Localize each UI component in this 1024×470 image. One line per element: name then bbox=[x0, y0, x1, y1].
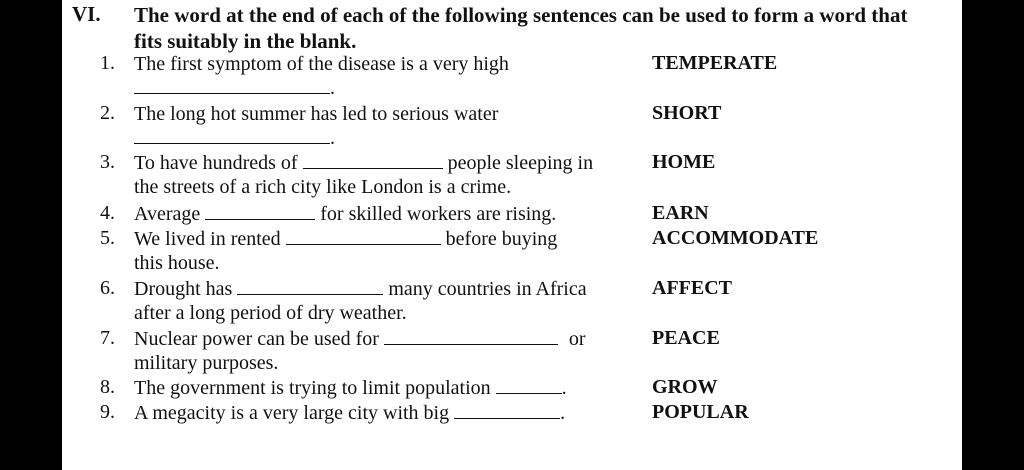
item-sentence: The long hot summer has led to serious water bbox=[134, 103, 499, 125]
item-text-line2 bbox=[134, 351, 278, 375]
item-sentence-end: . bbox=[330, 127, 335, 149]
item-text-line2 bbox=[134, 76, 335, 100]
root-word: EARN bbox=[652, 202, 709, 224]
item-number: 9. bbox=[100, 401, 115, 423]
answer-blank[interactable] bbox=[454, 402, 560, 419]
answer-blank[interactable] bbox=[384, 328, 558, 345]
item-text bbox=[134, 327, 586, 351]
item-number: 8. bbox=[100, 376, 115, 398]
answer-blank[interactable] bbox=[205, 203, 315, 220]
item-sentence-cont: the streets of a rich city like London is a crime. bbox=[134, 176, 512, 198]
item-sentence-start: A megacity is a very large city with big bbox=[134, 402, 450, 424]
item-sentence-end: people sleeping in bbox=[447, 152, 594, 174]
root-word: TEMPERATE bbox=[652, 52, 778, 74]
item-sentence-start: To have hundreds of bbox=[134, 152, 298, 174]
root-word: GROW bbox=[652, 376, 718, 398]
answer-blank[interactable] bbox=[286, 228, 441, 245]
item-sentence-cont: this house. bbox=[134, 252, 220, 274]
root-word: PEACE bbox=[652, 327, 720, 349]
item-text bbox=[134, 376, 567, 400]
item-text bbox=[134, 202, 556, 226]
item-sentence-cont: military purposes. bbox=[134, 352, 279, 374]
root-word: SHORT bbox=[652, 102, 722, 124]
item-number: 7. bbox=[100, 327, 115, 349]
item-sentence-start: Average bbox=[134, 203, 201, 225]
item-sentence-start: Drought has bbox=[134, 278, 233, 300]
answer-blank[interactable] bbox=[496, 377, 562, 394]
item-number: 4. bbox=[100, 202, 115, 224]
root-word: ACCOMMODATE bbox=[652, 227, 819, 249]
item-text bbox=[134, 401, 565, 425]
answer-blank[interactable] bbox=[303, 152, 443, 169]
item-text bbox=[134, 102, 498, 126]
item-sentence-end: for skilled workers are rising. bbox=[320, 203, 557, 225]
item-number: 6. bbox=[100, 277, 115, 299]
answer-blank[interactable] bbox=[134, 77, 330, 94]
item-number: 2. bbox=[100, 102, 115, 124]
item-text-line2 bbox=[134, 175, 511, 199]
item-text-line2 bbox=[134, 301, 407, 325]
section-instructions: The word at the end of each of the following sentences can be used to form a word that fits suitably in the blank. bbox=[134, 3, 908, 53]
item-text-line2 bbox=[134, 126, 335, 150]
root-word: AFFECT bbox=[652, 277, 732, 299]
item-sentence: The first symptom of the disease is a very high bbox=[134, 53, 509, 75]
answer-blank[interactable] bbox=[134, 127, 330, 144]
root-word: POPULAR bbox=[652, 401, 749, 423]
answer-blank[interactable] bbox=[237, 278, 383, 295]
item-text bbox=[134, 227, 557, 251]
section-number: VI. bbox=[72, 2, 101, 26]
item-text bbox=[134, 277, 587, 301]
item-text bbox=[134, 52, 509, 76]
item-sentence-end: . bbox=[560, 402, 566, 424]
item-text bbox=[134, 151, 593, 175]
item-sentence-end: before buying bbox=[445, 228, 558, 250]
item-number: 5. bbox=[100, 227, 115, 249]
item-sentence-start: Nuclear power can be used for bbox=[134, 328, 379, 350]
item-sentence-end: . bbox=[330, 77, 335, 99]
item-sentence-end: . bbox=[561, 377, 567, 399]
item-number: 3. bbox=[100, 151, 115, 173]
item-number: 1. bbox=[100, 52, 115, 74]
item-sentence-start: We lived in rented bbox=[134, 228, 281, 250]
item-sentence-end: many countries in Africa bbox=[388, 278, 587, 300]
worksheet-page bbox=[62, 0, 962, 470]
root-word: HOME bbox=[652, 151, 716, 173]
item-sentence-start: The government is trying to limit population bbox=[134, 377, 491, 399]
item-text-line2 bbox=[134, 251, 220, 275]
item-sentence-end: or bbox=[568, 328, 586, 350]
item-sentence-cont: after a long period of dry weather. bbox=[134, 302, 407, 324]
